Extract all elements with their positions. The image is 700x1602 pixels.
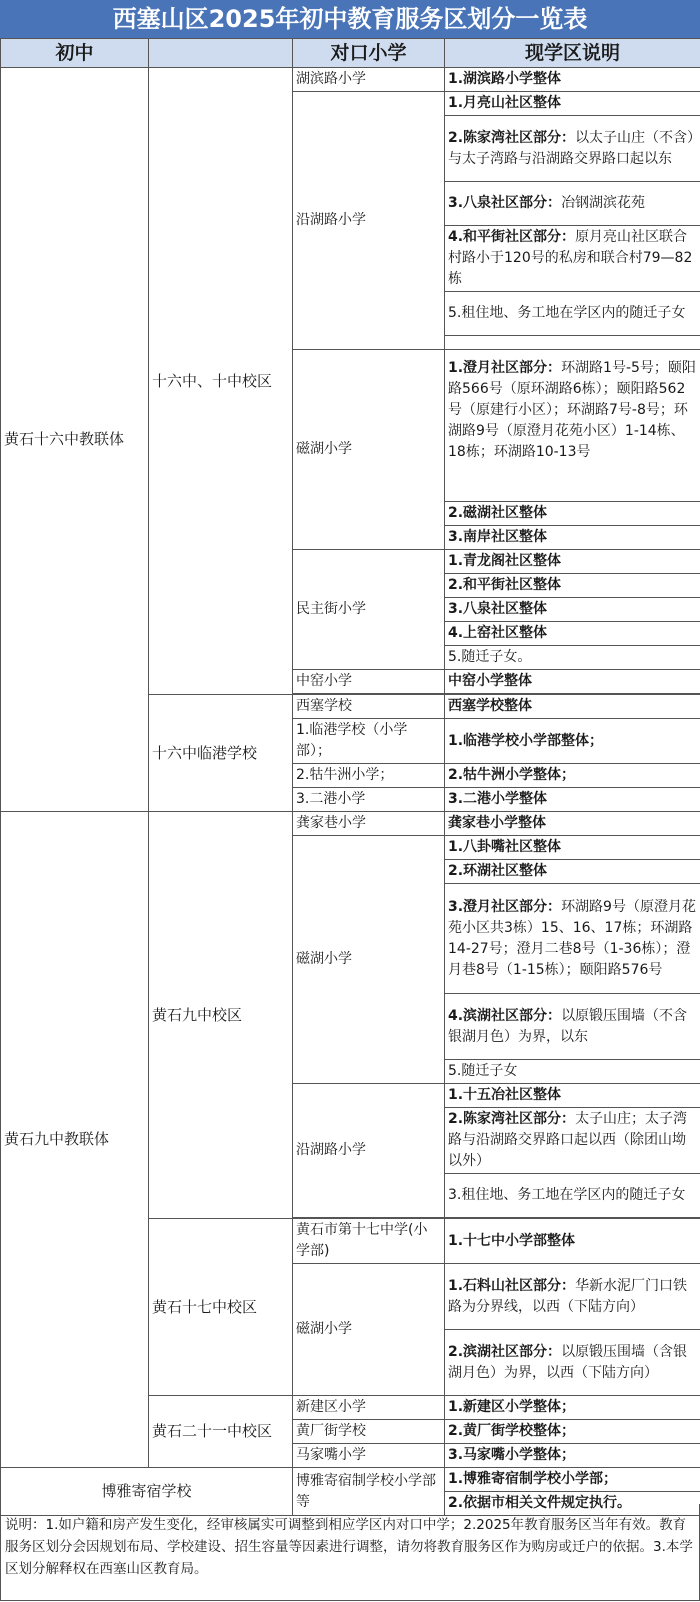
desc-cell bbox=[445, 68, 700, 92]
desc-text: 5.租住地、务工地在学区内的随迁子女 bbox=[448, 305, 686, 321]
desc-text: 2.黄厂街学校整体； bbox=[448, 1423, 576, 1439]
desc-text: 西塞学校整体 bbox=[448, 698, 532, 714]
desc-text: 中窑小学整体 bbox=[448, 673, 532, 689]
desc-bold: 1.澄月社区部分： bbox=[448, 360, 562, 376]
desc-text: 3.二港小学整体 bbox=[448, 791, 548, 807]
desc-cell bbox=[445, 646, 700, 670]
header-desc: 现学区说明 bbox=[445, 39, 700, 68]
desc-cell bbox=[445, 812, 700, 836]
desc-text: 太子山庄；太子湾路与沿湖路交界路口起以西（除团山坳以外） bbox=[448, 1111, 688, 1169]
group-name: 黄石九中教联体 bbox=[1, 812, 149, 1468]
desc-cell bbox=[445, 526, 700, 550]
desc-text: 3.租住地、务工地在学区内的随迁子女 bbox=[448, 1187, 686, 1203]
desc-cell bbox=[445, 764, 700, 788]
primary-school: 1.临港学校（小学部）； bbox=[293, 719, 445, 764]
desc-cell bbox=[445, 1219, 700, 1264]
desc-cell bbox=[445, 1060, 700, 1084]
desc-text: 以原锻压围墙（不含银湖月色）为界，以东 bbox=[448, 1007, 688, 1045]
desc-text: 5.随迁子女。 bbox=[448, 649, 532, 665]
primary-school: 沿湖路小学 bbox=[293, 92, 445, 350]
primary-school: 3.二港小学 bbox=[293, 788, 445, 812]
desc-text: 2.和平街社区整体 bbox=[448, 577, 562, 593]
desc-text: 1.十五冶社区整体 bbox=[448, 1087, 562, 1103]
desc-text: 环湖路1号-5号；颐阳路566号（原环湖路6栋）；颐阳路562号（原建行小区）；环湖路7号-8号；环湖路9号（原澄月花苑小区）1-14栋、18栋；环湖路10-13号 bbox=[448, 360, 696, 460]
desc-cell bbox=[445, 695, 700, 719]
desc-cell bbox=[445, 574, 700, 598]
desc-cell bbox=[445, 598, 700, 622]
desc-bold: 2.陈家湾社区部分： bbox=[448, 129, 576, 146]
desc-text: 4.上窑社区整体 bbox=[448, 625, 548, 641]
desc-text: 3.八泉社区整体 bbox=[448, 601, 548, 617]
primary-school: 马家嘴小学 bbox=[293, 1444, 445, 1468]
desc-text: 1.八卦嘴社区整体 bbox=[448, 839, 562, 855]
campus-name: 黄石九中校区 bbox=[149, 812, 293, 1219]
desc-cell bbox=[445, 550, 700, 574]
desc-bold: 2.滨湖社区部分： bbox=[448, 1343, 562, 1360]
primary-school: 黄石市第十七中学(小学部) bbox=[293, 1219, 445, 1264]
desc-bold: 3.八泉社区部分： bbox=[448, 195, 562, 211]
desc-text: 1.月亮山社区整体 bbox=[448, 95, 562, 111]
desc-text: 华新水泥厂门口铁路为分界线，以西（下陆方向） bbox=[448, 1277, 688, 1315]
desc-text: 3.马家嘴小学整体； bbox=[448, 1447, 576, 1463]
desc-text: 2.牯牛洲小学整体； bbox=[448, 767, 576, 783]
desc-text: 1.青龙阁社区整体 bbox=[448, 553, 562, 569]
primary-school: 2.牯牛洲小学； bbox=[293, 764, 445, 788]
campus-name: 黄石十七中校区 bbox=[149, 1219, 293, 1396]
desc-cell bbox=[445, 182, 700, 226]
group-name: 博雅寄宿学校 bbox=[1, 1468, 293, 1516]
desc-text: 环湖路9号（原澄月花苑小区共3栋）15、16、17栋；环湖路14-27号；澄月二巷8号（1-36栋）；澄月巷8号（1-15栋）；颐阳路576号 bbox=[448, 898, 696, 978]
desc-cell bbox=[445, 1174, 700, 1218]
primary-school: 龚家巷小学 bbox=[293, 812, 445, 836]
table-row bbox=[1, 68, 700, 92]
desc-text: 以太子山庄（不含）与太子湾路与沿湖路交界路口起以东 bbox=[448, 129, 695, 167]
primary-school: 中窑小学 bbox=[293, 670, 445, 694]
desc-bold: 3.澄月社区部分： bbox=[448, 898, 562, 915]
desc-text: 1.博雅寄宿制学校小学部； bbox=[448, 1471, 618, 1487]
desc-cell bbox=[445, 836, 700, 860]
desc-cell bbox=[445, 1468, 700, 1492]
desc-text: 1.湖滨路小学整体 bbox=[448, 71, 562, 87]
desc-bold: 2.陈家湾社区部分： bbox=[448, 1111, 576, 1127]
desc-cell bbox=[445, 1420, 700, 1444]
desc-cell bbox=[445, 116, 700, 182]
primary-school: 民主街小学 bbox=[293, 550, 445, 670]
group-name: 黄石十六中教联体 bbox=[1, 68, 149, 812]
desc-bold: 4.和平街社区部分： bbox=[448, 229, 576, 245]
desc-cell bbox=[445, 884, 700, 994]
primary-school: 磁湖小学 bbox=[293, 350, 445, 550]
footnote: 说明：1.如户籍和房产发生变化，经审核属实可调整到相应学区内对口中学；2.2025年教育服务区当年有效。教育服务区划分会因规划布局、学校建设、招生容量等因素进行调整，请勿将教育服务区作为购房或迁户的依据。3.本学区划分解释权在西塞山区教育局。 bbox=[0, 1504, 700, 1601]
desc-text: 2.磁湖社区整体 bbox=[448, 505, 548, 521]
desc-cell bbox=[445, 622, 700, 646]
header-junior: 初中 bbox=[1, 39, 149, 68]
primary-school: 西塞学校 bbox=[293, 695, 445, 719]
desc-text: 原月亮山社区联合村路小于120号的私房和联合村79—82栋 bbox=[448, 229, 693, 287]
desc-cell bbox=[445, 994, 700, 1060]
desc-cell bbox=[445, 1396, 700, 1420]
desc-cell bbox=[445, 92, 700, 116]
desc-cell bbox=[445, 226, 700, 292]
desc-cell bbox=[445, 336, 700, 350]
desc-cell bbox=[445, 1084, 700, 1108]
desc-cell bbox=[445, 1264, 700, 1330]
desc-text: 1.临港学校小学部整体； bbox=[448, 732, 604, 749]
desc-cell bbox=[445, 350, 700, 502]
desc-cell bbox=[445, 292, 700, 336]
desc-cell bbox=[445, 502, 700, 526]
desc-bold: 1.石料山社区部分： bbox=[448, 1277, 576, 1294]
campus-name: 十六中、十中校区 bbox=[149, 68, 293, 695]
desc-cell bbox=[445, 1330, 700, 1396]
primary-school: 湖滨路小学 bbox=[293, 68, 445, 92]
desc-text: 龚家巷小学整体 bbox=[448, 815, 546, 831]
desc-cell bbox=[445, 788, 700, 812]
desc-cell bbox=[445, 1108, 700, 1174]
primary-school: 沿湖路小学 bbox=[293, 1084, 445, 1218]
campus-name: 十六中临港学校 bbox=[149, 695, 293, 812]
primary-school: 新建区小学 bbox=[293, 1396, 445, 1420]
desc-cell bbox=[445, 719, 700, 764]
desc-text: 3.南岸社区整体 bbox=[448, 529, 548, 545]
desc-text: 冶钢湖滨花苑 bbox=[561, 195, 646, 211]
desc-cell bbox=[445, 1444, 700, 1468]
desc-text: 1.新建区小学整体； bbox=[448, 1399, 576, 1415]
primary-school: 磁湖小学 bbox=[293, 836, 445, 1084]
page-title: 西塞山区2025年初中教育服务区划分一览表 bbox=[0, 0, 700, 38]
desc-cell bbox=[445, 670, 700, 694]
table-row bbox=[1, 812, 700, 836]
district-table bbox=[0, 38, 700, 1516]
header-empty bbox=[149, 39, 293, 68]
header-primary: 对口小学 bbox=[293, 39, 445, 68]
primary-school: 博雅寄宿制学校小学部等 bbox=[293, 1468, 445, 1516]
header-row bbox=[1, 39, 700, 68]
desc-text: 2.依据市相关文件规定执行。 bbox=[448, 1495, 632, 1511]
table-row bbox=[1, 1468, 700, 1492]
desc-text: 2.环湖社区整体 bbox=[448, 863, 548, 879]
desc-text: 1.十七中小学部整体 bbox=[448, 1232, 576, 1249]
primary-school: 磁湖小学 bbox=[293, 1264, 445, 1396]
campus-name: 黄石二十一中校区 bbox=[149, 1396, 293, 1468]
desc-cell bbox=[445, 860, 700, 884]
desc-text: 5.随迁子女 bbox=[448, 1063, 518, 1079]
desc-bold: 4.滨湖社区部分： bbox=[448, 1007, 562, 1024]
primary-school: 黄厂街学校 bbox=[293, 1420, 445, 1444]
desc-text: 以原锻压围墙（含银湖月色）为界，以西（下陆方向） bbox=[448, 1343, 688, 1381]
